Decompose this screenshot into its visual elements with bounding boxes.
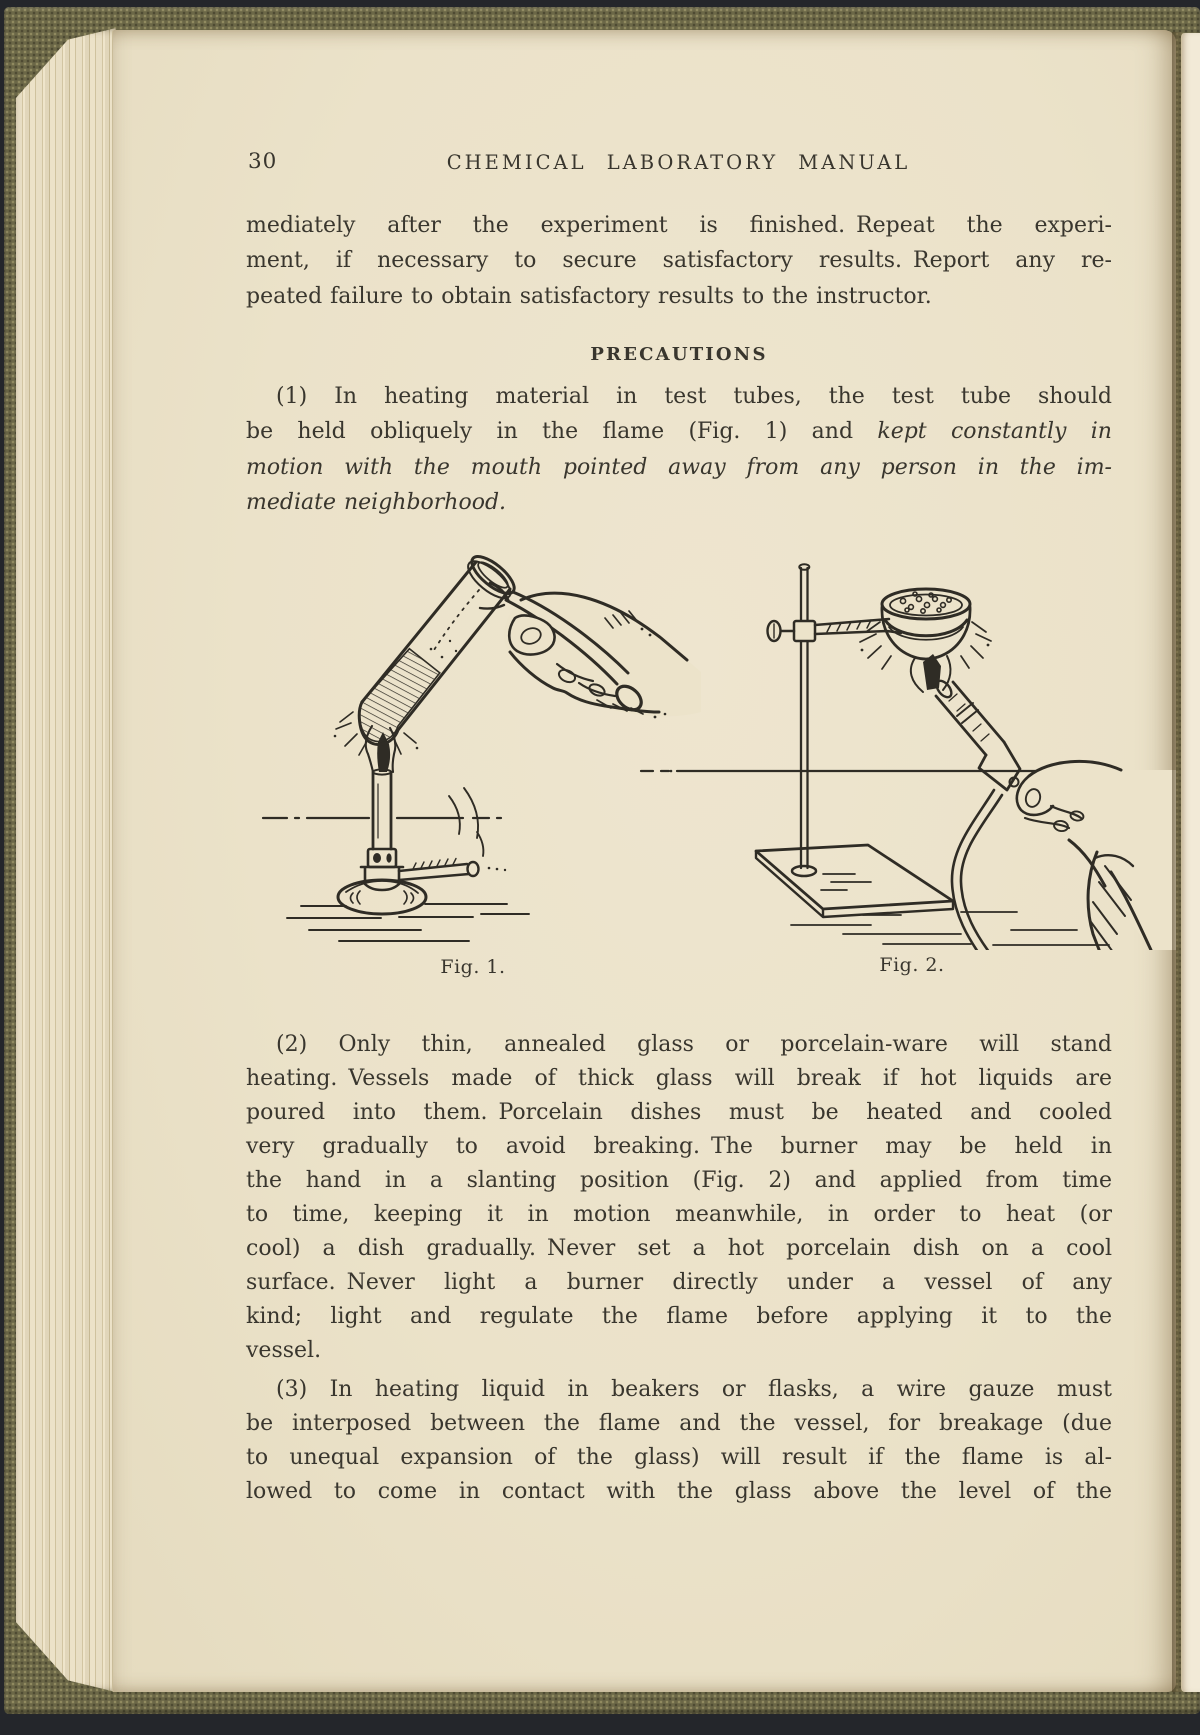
paragraph-item2 bbox=[246, 1028, 1112, 1368]
bunsen-burner bbox=[338, 769, 506, 914]
text-line: to time, keeping it in motion meanwhile, in order to heat (or bbox=[246, 1202, 1112, 1227]
book-page bbox=[112, 30, 1176, 1692]
tilted-burner bbox=[934, 678, 1020, 790]
text-line: (1) In heating material in test tubes, the test tube should bbox=[276, 384, 1112, 409]
text-line: vessel. bbox=[246, 1338, 322, 1363]
text-line: heating. Vessels made of thick glass will break if hot liquids are bbox=[246, 1066, 1112, 1091]
text-line: lowed to come in contact with the glass above the level of the bbox=[246, 1479, 1112, 1504]
page-edge-stack bbox=[16, 28, 116, 1692]
text-line: be held obliquely in the flame (Fig. 1) and kept constantly in bbox=[246, 419, 1112, 445]
text-line: very gradually to avoid breaking. The burner may be held in bbox=[246, 1134, 1112, 1159]
paragraph-intro bbox=[246, 208, 1112, 314]
text-line: (3) In heating liquid in beakers or flasks, a wire gauze must bbox=[276, 1377, 1112, 1402]
text-line: motion with the mouth pointed away from any person in the im- bbox=[246, 454, 1112, 480]
text-line: kind; light and regulate the flame before applying it to the bbox=[246, 1304, 1112, 1329]
running-title: CHEMICAL LABORATORY MANUAL bbox=[446, 151, 911, 174]
page-number: 30 bbox=[248, 149, 278, 174]
running-head bbox=[246, 149, 1111, 175]
text-line: mediately after the experiment is finished. Repeat the experi- bbox=[246, 213, 1112, 238]
figure-1-caption: Fig. 1. bbox=[440, 956, 506, 978]
test-tube bbox=[359, 550, 519, 744]
precautions-heading: PRECAUTIONS bbox=[590, 344, 768, 365]
text-line: the hand in a slanting position (Fig. 2) and applied from time bbox=[246, 1168, 1112, 1193]
text-line: surface. Never light a burner directly under a vessel of any bbox=[246, 1270, 1112, 1295]
text-line: be interposed between the flame and the vessel, for breakage (due bbox=[246, 1411, 1112, 1436]
text-line: cool) a dish gradually. Never set a hot porcelain dish on a cool bbox=[246, 1236, 1112, 1261]
evaporating-dish bbox=[860, 589, 991, 669]
text-line: to unequal expansion of the glass) will result if the flame is al- bbox=[246, 1445, 1112, 1470]
text-line: peated failure to obtain satisfactory results to the instructor. bbox=[246, 283, 932, 309]
text-line: mediate neighborhood. bbox=[246, 490, 507, 516]
paragraph-item3 bbox=[246, 1373, 1112, 1509]
figure-2-illustration bbox=[621, 500, 1176, 950]
text-line: ment, if necessary to secure satisfactory results. Report any re- bbox=[246, 248, 1112, 274]
next-page-edge bbox=[1181, 33, 1200, 1692]
burner-flame bbox=[911, 654, 951, 692]
rubber-tubing bbox=[952, 790, 1002, 950]
text-line: poured into them. Porcelain dishes must be heated and cooled bbox=[246, 1100, 1112, 1125]
text-line: (2) Only thin, annealed glass or porcelain-ware will stand bbox=[276, 1032, 1112, 1057]
figure-2-caption: Fig. 2. bbox=[879, 954, 945, 976]
